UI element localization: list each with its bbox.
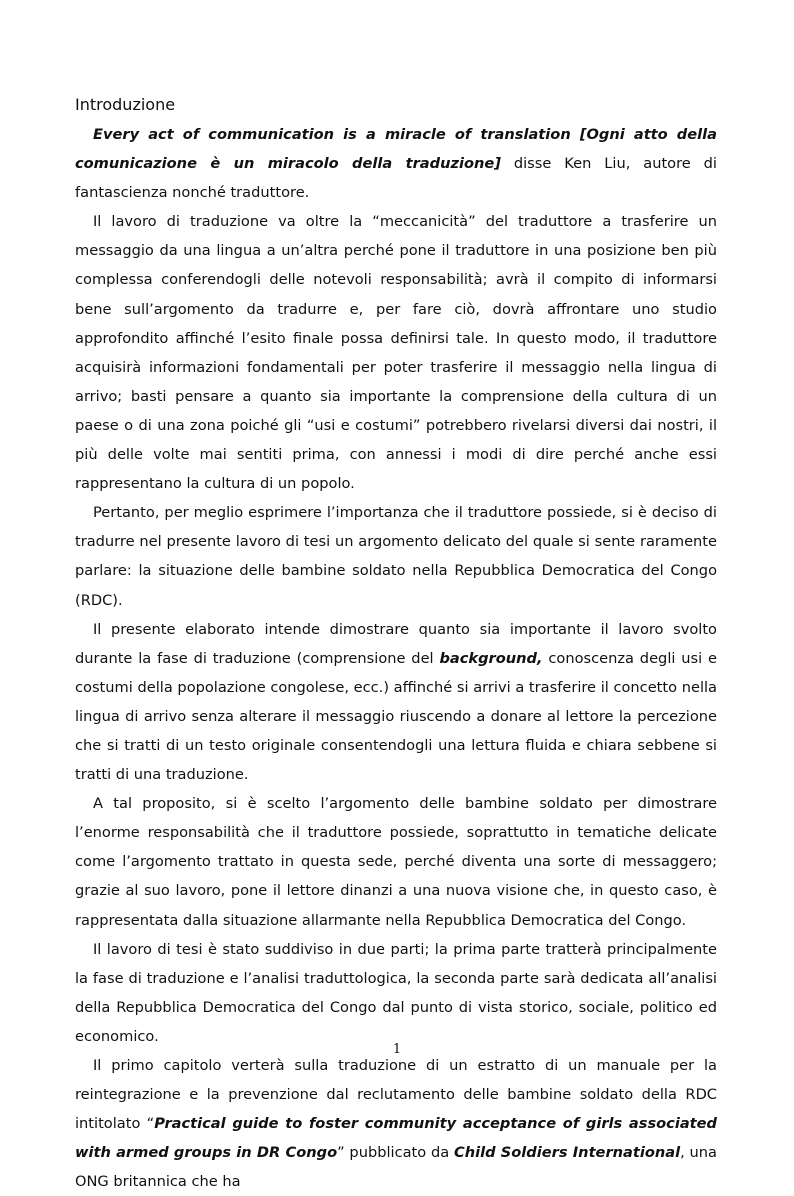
paragraph-7-text-a: Il primo capitolo verterà sulla traduzione di un estratto di un manuale per la reintegrazione e la prevenzione dal reclutamento delle bambine soldato della RDC intitolato “: [75, 1057, 717, 1133]
paragraph-3: Pertanto, per meglio esprimere l’importanza che il traduttore possiede, si è deciso di tradurre nel presente lavoro di tesi un argomento delicato del quale si sente raramente parlare: la situazione delle bambine soldato nella Repubblica Democratica del Congo (RDC).: [75, 504, 717, 609]
paragraph-7-text-c: ” pubblicato da: [337, 1144, 454, 1162]
quote-italic: Every act of communication is a miracle of translation [Ogni atto della comunicazione è un miracolo della traduzione]: [75, 126, 717, 173]
page-number: 1: [392, 1042, 402, 1057]
paragraph-7: [75, 1051, 717, 1196]
document-body: [75, 92, 717, 1196]
paragraph-5: A tal proposito, si è scelto l’argomento delle bambine soldato per dimostrare l’enorme responsabilità che il traduttore possiede, soprattutto in tematiche delicate come l’argomento trattato in questa sede, perché diventa una sorte di messaggero; grazie al suo lavoro, pone il lettore dinanzi a una nuova visione che, in questo caso, è rappresentata dalla situazione allarmante nella Repubblica Democratica del Congo.: [75, 795, 717, 929]
paragraph-4: [75, 615, 717, 790]
section-title: Introduzione: [75, 95, 176, 114]
paragraph-2: Il lavoro di traduzione va oltre la “meccanicità” del traduttore a trasferire un messaggio da una lingua a un’altra perché pone il traduttore in una posizione ben più complessa conferendogli delle notevoli responsabilità; avrà il compito di informarsi bene sull’argomento da tradurre e, per fare ciò, dovrà affrontare uno studio approfondito affinché l’esito finale possa definirsi tale. In questo modo, il traduttore acquisirà informazioni fondamentali per poter trasferire il messaggio nella lingua di arrivo; basti pensare a quanto sia importante la comprensione della cultura di un paese o di una zona poiché gli “usi e costumi” potrebbero rivelarsi diversi dai nostri, il più delle volte mai sentiti prima, con annessi i modi di dire perché anche essi rappresentano la cultura di un popolo.: [75, 213, 717, 493]
manual-title: Practical guide to foster community acceptance of girls associated with armed groups in DR Congo: [75, 1115, 717, 1162]
background-emphasis: background,: [439, 649, 543, 667]
paragraph-1-text: disse Ken Liu, autore di fantascienza nonché traduttore.: [75, 155, 717, 202]
paragraph-4-text-c: conoscenza degli usi e costumi della popolazione congolese, ecc.) affinché si arrivi a trasferire il concetto nella lingua di arrivo senza alterare il messaggio riuscendo a donare al lettore la percezione che si tratti di un testo originale consentendogli una lettura fluida e chiara sebbene si tratti di una traduzione.: [75, 649, 717, 784]
paragraph-7-text-e: , una ONG britannica che ha: [75, 1144, 717, 1191]
paragraph-6: Il lavoro di tesi è stato suddiviso in due parti; la prima parte tratterà principalmente la fase di traduzione e l’analisi traduttologica, la seconda parte sarà dedicata all’analisi della Repubblica Democratica del Congo dal punto di vista storico, sociale, politico ed economico.: [75, 940, 717, 1045]
organization-name: Child Soldiers International: [453, 1144, 681, 1162]
paragraph-4-text-a: Il presente elaborato intende dimostrare quanto sia importante il lavoro svolto durante la fase di traduzione (comprensione del: [75, 620, 717, 667]
paragraph-1: [75, 120, 717, 207]
